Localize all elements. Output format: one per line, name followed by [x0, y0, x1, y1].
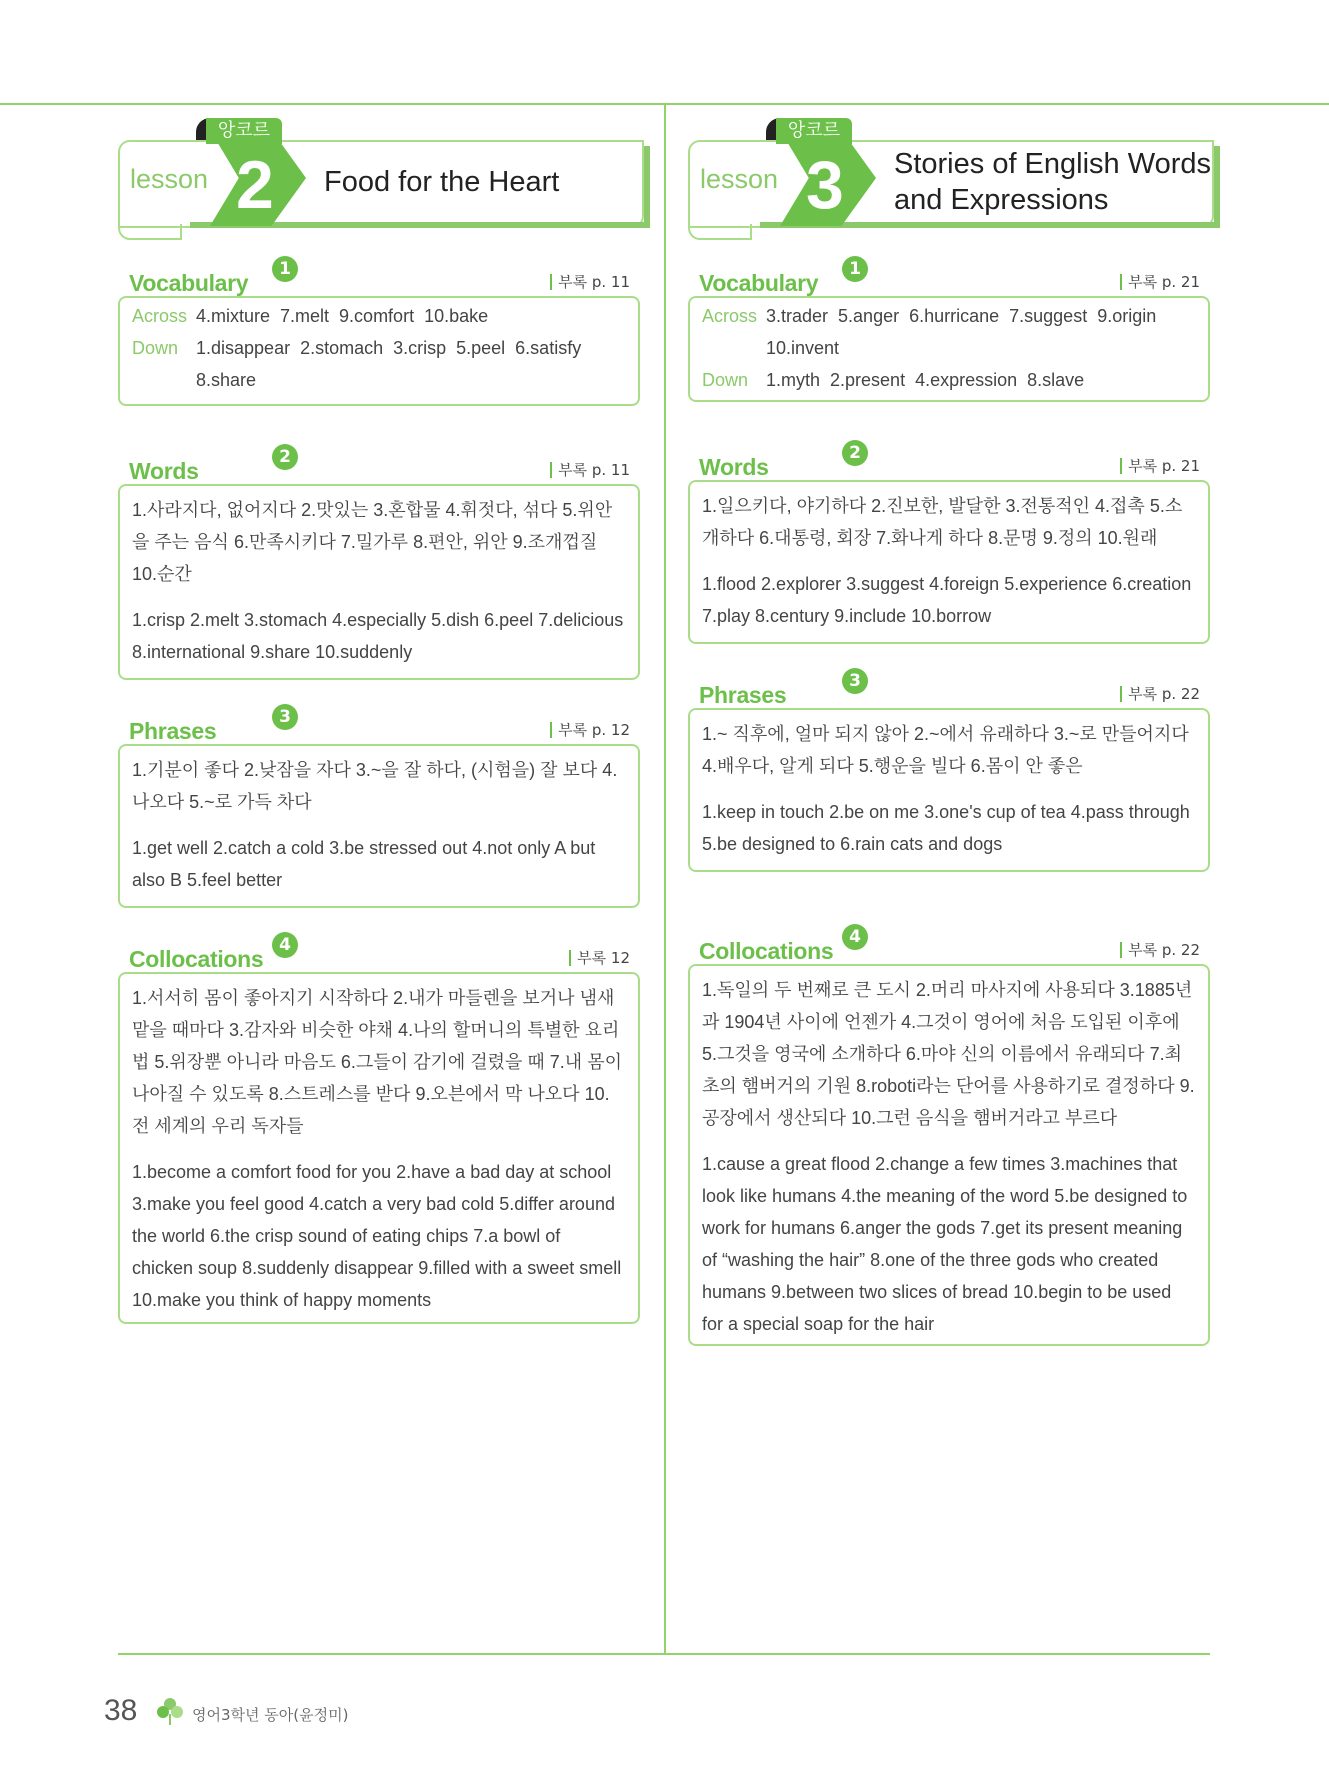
section-title: Collocations [129, 946, 264, 972]
lesson-title-line: Food for the Heart [324, 166, 560, 198]
section-title: Vocabulary [699, 270, 819, 296]
english-answers: 1.keep in touch 2.be on me 3.one's cup of tea 4.pass through 5.be designed to 6.rain cats and dogs [702, 802, 1190, 854]
section-badge: 2 [272, 444, 298, 470]
encore-tag: 앙코르 [206, 118, 282, 144]
lesson-number: 3 [806, 147, 844, 223]
section-title: Vocabulary [129, 270, 249, 296]
header-tab [118, 224, 182, 240]
section-badge: 4 [842, 924, 868, 950]
english-answers: 1.flood 2.explorer 3.suggest 4.foreign 5.experience 6.creation 7.play 8.century 9.include 10.borrow [702, 574, 1192, 626]
appendix-ref: 부록 p. 11 [550, 274, 630, 290]
section-badge: 4 [272, 932, 298, 958]
section-box [118, 972, 640, 1324]
section-title: Words [699, 454, 769, 480]
lesson-number: 2 [236, 147, 274, 223]
down-answers: 1.myth 2.present 4.expression 8.slave [766, 370, 1085, 390]
section-badge: 3 [272, 704, 298, 730]
across-answers-cont: 10.invent [766, 338, 840, 358]
section-box [118, 484, 640, 680]
header-shadow [644, 146, 650, 228]
english-answers: 1.get well 2.catch a cold 3.be stressed out 4.not only A but also B 5.feel better [132, 838, 596, 890]
header-shadow [1214, 146, 1220, 228]
section-title: Phrases [129, 718, 217, 744]
lesson-header [688, 120, 1214, 260]
appendix-ref: 부록 p. 12 [550, 722, 630, 738]
appendix-ref: 부록 p. 22 [1120, 686, 1200, 702]
lesson-title [894, 146, 1211, 218]
across-answers: 3.trader 5.anger 6.hurricane 7.suggest 9.origin [766, 306, 1157, 326]
lesson-header [118, 120, 644, 260]
lesson-title [324, 164, 559, 200]
section-box [118, 744, 640, 908]
section-box [688, 480, 1210, 644]
down-answers: 1.disappear 2.stomach 3.crisp 5.peel 6.satisfy [196, 338, 582, 358]
korean-answers: 1.기분이 좋다 2.낮잠을 자다 3.~을 잘 하다, (시험을) 잘 보다 4.나오다 5.~로 가득 차다 [132, 760, 618, 812]
korean-answers: 1.서서히 몸이 좋아지기 시작하다 2.내가 마들렌을 보거나 냄새 맡을 때마다 3.감자와 비슷한 야채 4.나의 할머니의 특별한 요리법 5.위장뿐 아니라 마음도 6.그들이 감기에 걸렸을 때 7.내 몸이 나아질 수 있도록 8.스트레스를 받다 9.오븐에서 막 나오다 10.전 세계의 우리 독자들 [132, 988, 622, 1136]
section-badge: 2 [842, 440, 868, 466]
section-box [688, 964, 1210, 1346]
bottom-rule [118, 1653, 1210, 1655]
lesson-label: lesson [130, 164, 209, 194]
section-box [688, 708, 1210, 872]
across-label: Across [132, 306, 188, 326]
encore-tag: 앙코르 [776, 118, 852, 144]
down-label: Down [702, 370, 749, 390]
section-title: Words [129, 458, 199, 484]
appendix-ref: 부록 p. 21 [1120, 274, 1200, 290]
section-badge: 1 [272, 256, 298, 282]
appendix-ref: 부록 12 [569, 950, 630, 966]
lesson-title-line: Stories of English Words [894, 148, 1211, 180]
appendix-ref: 부록 p. 11 [550, 462, 630, 478]
across-label: Across [702, 306, 758, 326]
right-column [688, 120, 1214, 1334]
english-answers: 1.crisp 2.melt 3.stomach 4.especially 5.dish 6.peel 7.delicious 8.international 9.share 10.suddenly [132, 610, 624, 662]
clover-icon [155, 1696, 185, 1726]
section-badge: 1 [842, 256, 868, 282]
down-answers-cont: 8.share [196, 370, 257, 390]
lesson-label: lesson [700, 164, 779, 194]
down-label: Down [132, 338, 179, 358]
header-tab [688, 224, 752, 240]
korean-answers: 1.독일의 두 번째로 큰 도시 2.머리 마사지에 사용되다 3.1885년과 1904년 사이에 언젠가 4.그것이 영어에 처음 도입된 이후에 5.그것을 영국에 소개하다 6.마야 신의 이름에서 유래되다 7.최초의 햄버거의 기원 8.roboti라는 단어를 사용하기로 결정하다 9.공장에서 생산되다 10.그런 음식을 햄버거라고 부르다 [702, 980, 1195, 1128]
appendix-ref: 부록 p. 21 [1120, 458, 1200, 474]
section-title: Phrases [699, 682, 787, 708]
left-column [118, 120, 644, 1310]
page-number: 38 [104, 1694, 138, 1727]
center-rule [664, 103, 666, 1653]
english-answers: 1.become a comfort food for you 2.have a bad day at school 3.make you feel good 4.catch a very bad cold 5.differ around the world 6.the crisp sound of eating chips 7.a bowl of chicken soup 8.suddenly disappear 9.filled with a sweet smell 10.make you think of happy moments [132, 1162, 622, 1310]
korean-answers: 1.~ 직후에, 얼마 되지 않아 2.~에서 유래하다 3.~로 만들어지다 4.배우다, 알게 되다 5.행운을 빌다 6.몸이 안 좋은 [702, 724, 1189, 776]
section-badge: 3 [842, 668, 868, 694]
korean-answers: 1.사라지다, 없어지다 2.맛있는 3.혼합물 4.휘젓다, 섞다 5.위안을 주는 음식 6.만족시키다 7.밀가루 8.편안, 위안 9.조개껍질 10.순간 [132, 500, 613, 584]
section-title: Collocations [699, 938, 834, 964]
across-answers: 4.mixture 7.melt 9.comfort 10.bake [196, 306, 489, 326]
english-answers: 1.cause a great flood 2.change a few times 3.machines that look like humans 4.the meaning of the word 5.be designed to work for humans 6.anger the gods 7.get its present meaning of “washing the hair” 8.one of the three gods who created humans 9.between two slices of bread 10.begin to be used for a special soap for the hair [702, 1154, 1188, 1334]
korean-answers: 1.일으키다, 야기하다 2.진보한, 발달한 3.전통적인 4.접촉 5.소개하다 6.대통령, 회장 7.화나게 하다 8.문명 9.정의 10.원래 [702, 496, 1183, 548]
book-title: 영어3학년 동아(윤정미) [192, 1706, 349, 1724]
section-box [688, 296, 1210, 402]
appendix-ref: 부록 p. 22 [1120, 942, 1200, 958]
section-box [118, 296, 640, 406]
lesson-title-line: and Expressions [894, 184, 1109, 216]
